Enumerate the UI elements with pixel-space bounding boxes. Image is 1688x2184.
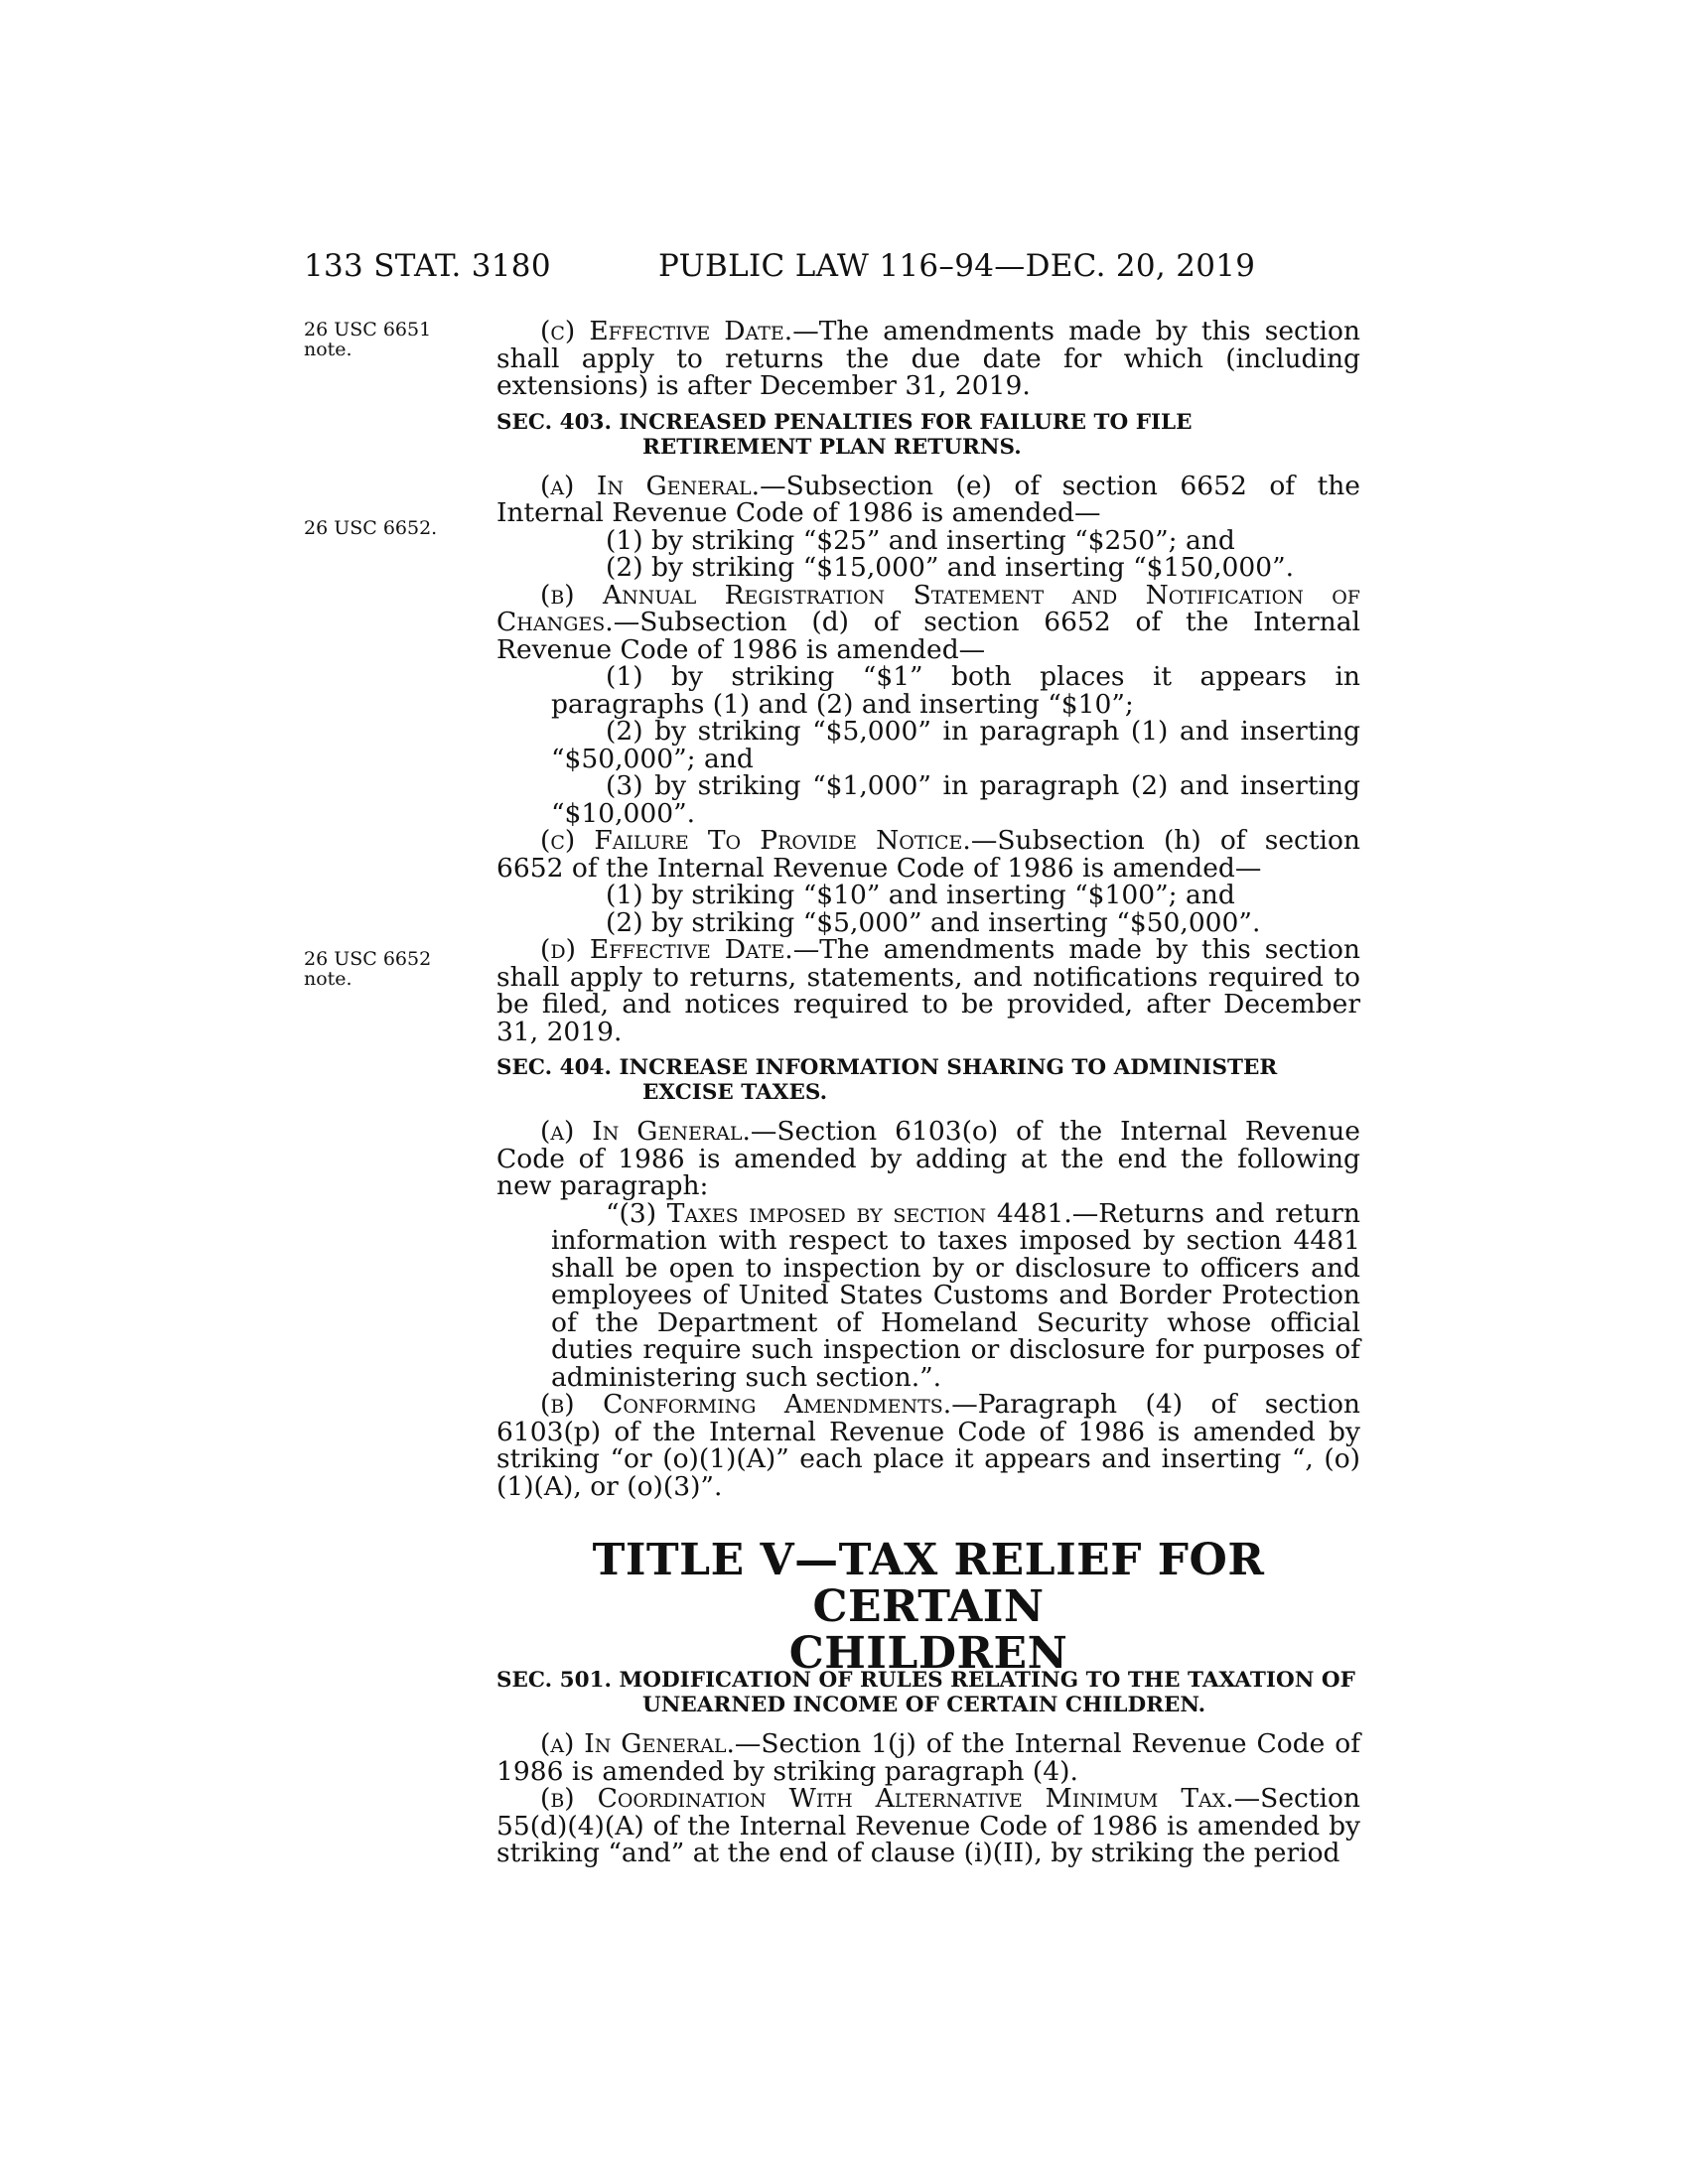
paragraph-c-effective-date: (c) Effective Date.—The amendments made by this section shall apply to returns the due date for which (including extensions) is after December 31, 2019. (496, 316, 1361, 401)
sec404-a: (a) In General.—Section 6103(o) of the Internal Revenue Code of 1986 is amended by adding at the end the following new paragraph: (496, 1116, 1360, 1201)
section-403-heading: SEC. 403. INCREASED PENALTIES FOR FAILURE TO FILE RETIREMENT PLAN RETURNS. (496, 409, 1193, 460)
title-v-heading (496, 1537, 1360, 1677)
sec403-c2: (2) by striking “$5,000” and inserting “$50,000”. (606, 906, 1261, 938)
sec403-d: (d) Effective Date.—The amendments made by this section shall apply to returns, statements, and notifications required to be filed, and notices required to be provided, after December 31, 2019. (496, 934, 1360, 1047)
margin-note-6652-note: 26 USC 6652 note. (304, 948, 432, 990)
sec403-a1: (1) by striking “$25” and inserting “$250”; and (606, 524, 1235, 556)
sec403-a: (a) In General.—Subsection (e) of section 6652 of the Internal Revenue Code of 1986 is amended— (496, 470, 1360, 528)
sec403-b3: (3) by striking “$1,000” in paragraph (2) and inserting “$10,000”. (551, 770, 1360, 829)
sec501-b: (b) Coordination With Alternative Minimum Tax.—Section 55(d)(4)(A) of the Internal Revenue Code of 1986 is amended by striking “and” at the end of clause (i)(II), by striking the period (496, 1783, 1360, 1868)
title-v-line-2: CHILDREN (788, 1628, 1068, 1679)
margin-note-6651: 26 USC 6651 note. (304, 319, 432, 360)
sec403-a2: (2) by striking “$15,000” and inserting “$150,000”. (606, 552, 1295, 583)
sec404-b: (b) Conforming Amendments.—Paragraph (4) of section 6103(p) of the Internal Revenue Code of 1986 is amended by striking “or (o)(1)(A)” each place it appears and inserting “, (o)(1)(A), or (o)(3)”. (496, 1389, 1360, 1502)
sec403-b1: (1) by striking “$1” both places it appears in paragraphs (1) and (2) and inserting “$10”; (551, 661, 1360, 720)
sec501-a: (a) In General.—Section 1(j) of the Internal Revenue Code of 1986 is amended by striking paragraph (4). (496, 1728, 1360, 1787)
public-law-header: PUBLIC LAW 116–94—DEC. 20, 2019 (658, 248, 1256, 284)
sec404-quoted-paragraph: “(3) Taxes imposed by section 4481.—Returns and return information with respect to taxes imposed by section 4481 shall be open to inspection by or disclosure to officers and employees of United States Customs and Border Protection of the Department of Homeland Security whose official duties require such inspection or disclosure for purposes of administering such section.”. (551, 1197, 1360, 1393)
title-v-line-1: TITLE V—TAX RELIEF FOR CERTAIN (592, 1535, 1265, 1632)
sec403-b2: (2) by striking “$5,000” in paragraph (1) and inserting “$50,000”; and (551, 716, 1360, 774)
sec403-c1: (1) by striking “$10” and inserting “$100”; and (606, 880, 1235, 910)
section-501-heading: SEC. 501. MODIFICATION OF RULES RELATING TO THE TAXATION OF UNEARNED INCOME OF CERTAIN CHILDREN. (496, 1668, 1355, 1717)
sec403-c: (c) Failure To Provide Notice.—Subsection (h) of section 6652 of the Internal Revenue Code of 1986 is amended— (496, 825, 1360, 884)
sec403-b: (b) Annual Registration Statement and Notification of Changes.—Subsection (d) of section 6652 of the Internal Revenue Code of 1986 is amended— (496, 579, 1360, 665)
body-column-lower (496, 1658, 1360, 1867)
body-column-upper (496, 318, 1360, 1500)
margin-note-6652: 26 USC 6652. (304, 517, 438, 539)
section-404-heading: SEC. 404. INCREASE INFORMATION SHARING TO ADMINISTER EXCISE TAXES. (496, 1055, 1278, 1105)
page-number-header: 133 STAT. 3180 (304, 248, 551, 284)
